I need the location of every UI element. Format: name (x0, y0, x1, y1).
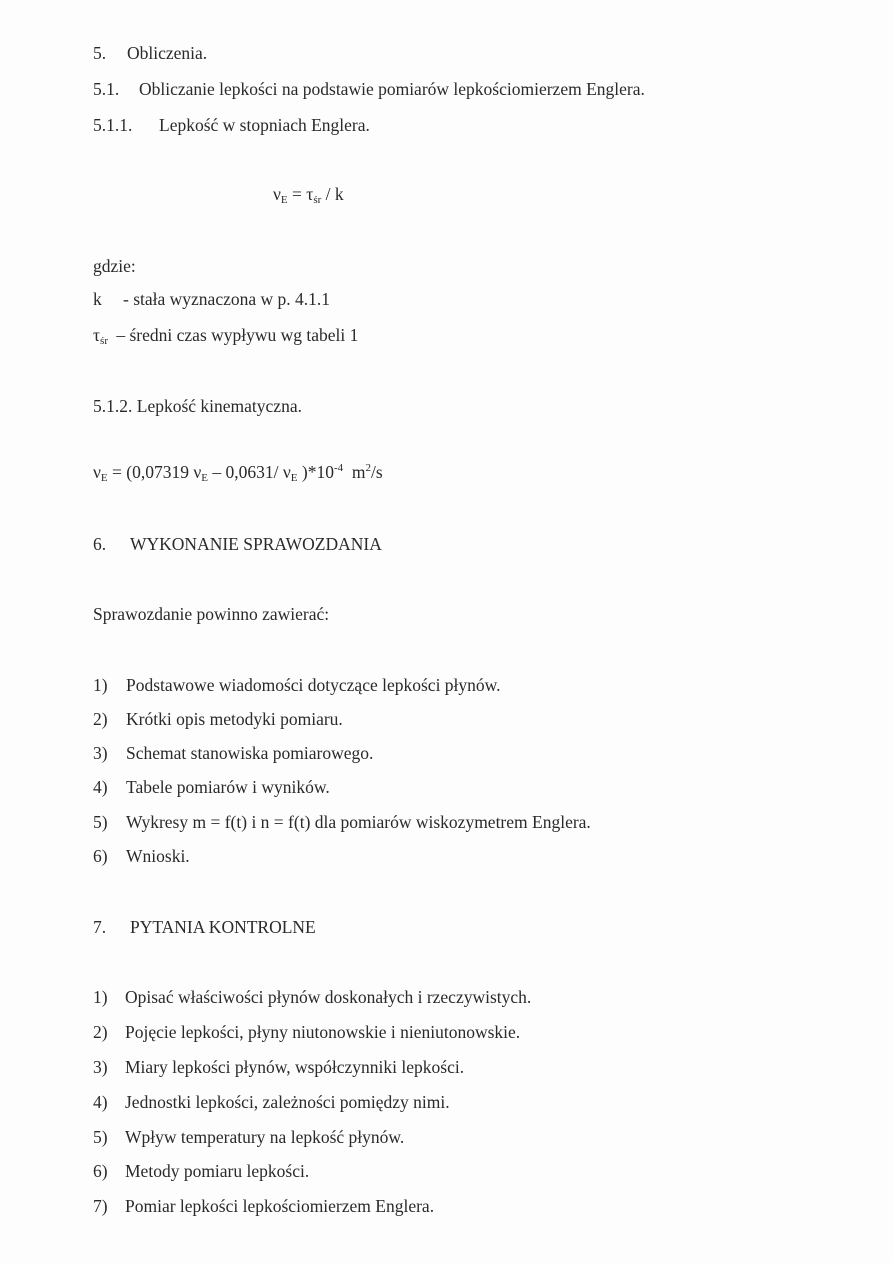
list-item: 4) Jednostki lepkości, zależności pomiędzy nimi. (93, 1092, 450, 1112)
list-item: 2) Krótki opis metodyki pomiaru. (93, 709, 343, 729)
definition-symbol: k (93, 289, 102, 309)
section-title: PYTANIA KONTROLNE (130, 917, 316, 937)
list-item: 5) Wykresy m = f(t) i n = f(t) dla pomiarów wiskozymetrem Englera. (93, 812, 591, 832)
section-title: Obliczanie lepkości na podstawie pomiarów lepkościomierzem Englera. (139, 79, 645, 99)
definition-tau: $\tau_{śr}$ – średni czas wypływu wg tabeli 1 (93, 325, 359, 347)
list-item: 7) Pomiar lepkości lepkościomierzem Englera. (93, 1196, 435, 1216)
where-label: gdzie: (93, 256, 136, 276)
section-title: WYKONANIE SPRAWOZDANIA (130, 534, 382, 554)
list-item: 2) Pojęcie lepkości, płyny niutonowskie i nieniutonowskie. (93, 1022, 521, 1042)
list-item: 3) Schemat stanowiska pomiarowego. (93, 743, 374, 763)
section-5-heading (93, 42, 207, 64)
section-number: 6. (93, 534, 107, 554)
section-5-1-1-heading (93, 114, 370, 136)
list-item: 6) Metody pomiaru lepkości. (93, 1161, 310, 1181)
list-item: 1) Podstawowe wiadomości dotyczące lepkości płynów. (93, 675, 501, 695)
definition-symbol: τ (93, 325, 101, 345)
report-intro: Sprawozdanie powinno zawierać: (93, 604, 330, 624)
section-title: Obliczenia. (127, 43, 208, 63)
list-item: 1) Opisać właściwości płynów doskonałych i rzeczywistych. (93, 987, 532, 1007)
section-number: 5. (93, 43, 107, 63)
list-item: 5) Wpływ temperatury na lepkość płynów. (93, 1127, 405, 1147)
section-5-1-2-heading: 5.1.2. Lepkość kinematyczna. (93, 396, 302, 416)
section-7-heading (93, 916, 316, 938)
list-item: 6) Wnioski. (93, 846, 190, 866)
section-6-heading (93, 533, 382, 555)
definition-text: - stała wyznaczona w p. 4.1.1 (123, 289, 331, 309)
section-title: Lepkość w stopniach Englera. (159, 115, 370, 135)
formula-engler-degrees: $\nu_E = \tau_{śr} / k$ (273, 184, 344, 206)
section-number: 5.1.1. (93, 115, 133, 135)
definition-k (93, 288, 330, 310)
section-number: 5.1. (93, 79, 120, 99)
definition-text: – średni czas wypływu wg tabeli 1 (116, 325, 359, 345)
section-5-1-heading (93, 78, 645, 100)
list-item: 4) Tabele pomiarów i wyników. (93, 777, 330, 797)
formula-kinematic-viscosity: $\nu_E = (0,07319$ $\nu_E - 0,0631/$ $\nu_E$ )$*10^{-4}$ $m^2/s$ (93, 462, 383, 484)
section-number: 7. (93, 917, 107, 937)
list-item: 3) Miary lepkości płynów, współczynniki lepkości. (93, 1057, 465, 1077)
